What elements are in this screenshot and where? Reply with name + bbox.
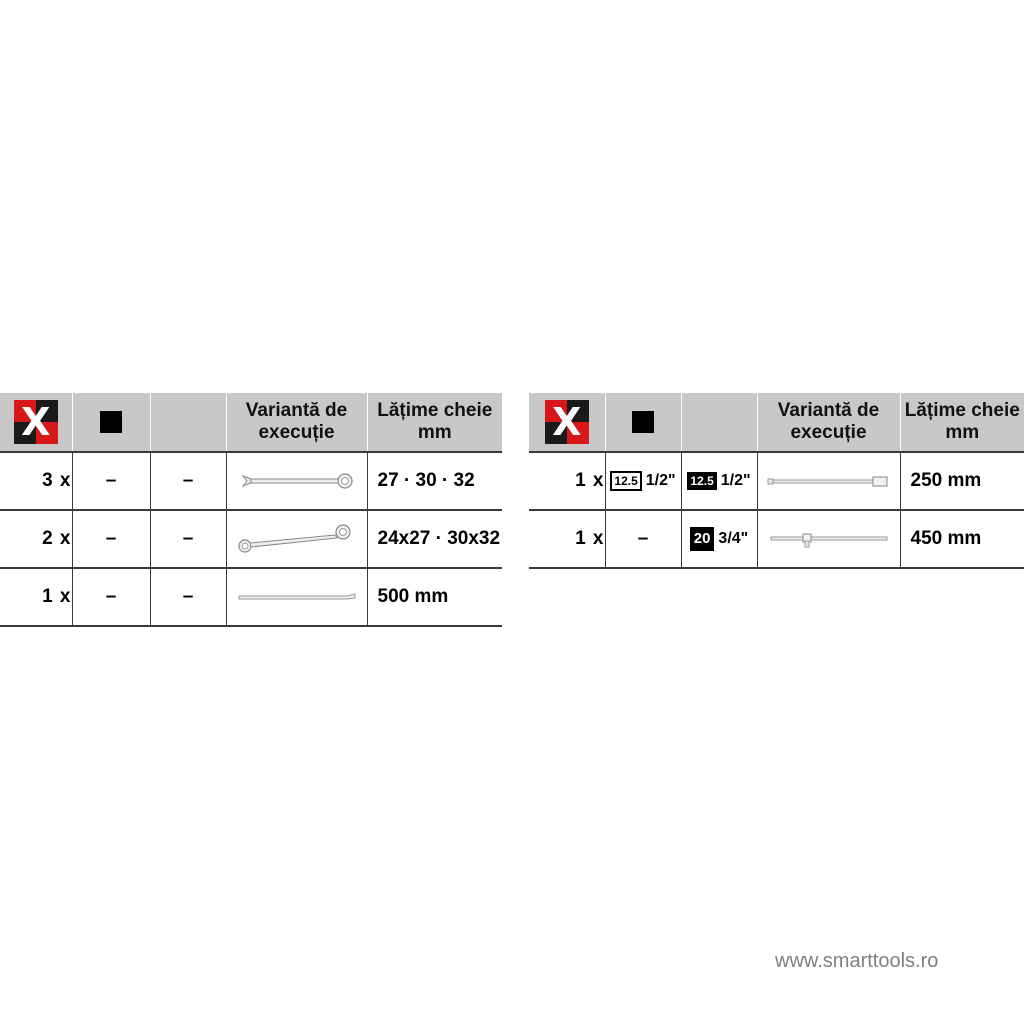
website-watermark: www.smarttools.ro <box>775 950 939 972</box>
table-header-row <box>529 393 1024 452</box>
drive-size-cell <box>681 452 757 510</box>
table-row <box>0 568 502 626</box>
brand-x-icon: X <box>545 400 589 444</box>
table-row <box>529 510 1024 568</box>
square-drive-icon <box>632 411 654 433</box>
drive-size-badge: 12.5 <box>610 471 641 491</box>
brand-x-header <box>529 393 605 452</box>
extension-bar-icon <box>767 473 891 489</box>
width-value-cell: 450 mm <box>900 510 1024 568</box>
drive-fraction: 3/4" <box>718 530 749 547</box>
tool-image-cell <box>757 452 900 510</box>
width-value-cell: 27 · 30 · 32 <box>367 452 502 510</box>
spec-table-right <box>529 393 1024 569</box>
table-row <box>529 452 1024 510</box>
table-row <box>0 510 502 568</box>
brand-x-icon: X <box>14 400 58 444</box>
variant-header: Variantă de execuție <box>226 393 367 452</box>
quantity-cell: 1 x <box>0 568 72 626</box>
dash-cell: – <box>72 452 150 510</box>
dash-cell: – <box>72 510 150 568</box>
drive-size-cell <box>681 510 757 568</box>
dash-cell: – <box>605 510 681 568</box>
quantity-cell: 2 x <box>0 510 72 568</box>
quantity-cell: 1 x <box>529 452 605 510</box>
quantity-cell: 3 x <box>0 452 72 510</box>
drive-size-badge: 12.5 <box>687 472 716 490</box>
drive-fraction: 1/2" <box>645 471 676 489</box>
table-row <box>0 452 502 510</box>
width-header: Lățime cheie mm <box>367 393 502 452</box>
square-drive-header <box>72 393 150 452</box>
tool-image-cell <box>226 568 367 626</box>
tool-image-cell <box>757 510 900 568</box>
variant-header: Variantă de execuție <box>757 393 900 452</box>
dash-cell: – <box>150 452 226 510</box>
brand-x-header <box>0 393 72 452</box>
tool-image-cell <box>226 510 367 568</box>
dash-cell: – <box>150 510 226 568</box>
width-header: Lățime cheie mm <box>900 393 1024 452</box>
sliding-t-bar-icon <box>767 529 891 549</box>
width-value-cell: 250 mm <box>900 452 1024 510</box>
width-value-cell: 500 mm <box>367 568 502 626</box>
empty-header <box>150 393 226 452</box>
double-offset-ring-wrench-icon <box>235 522 359 556</box>
drive-size-badge: 20 <box>690 527 715 551</box>
square-drive-header <box>605 393 681 452</box>
width-value-cell: 24x27 · 30x32 <box>367 510 502 568</box>
tyre-lever-icon <box>235 589 359 605</box>
square-drive-icon <box>100 411 122 433</box>
dash-cell: – <box>150 568 226 626</box>
table-header-row <box>0 393 502 452</box>
spec-table-left <box>0 393 502 627</box>
combination-wrench-icon <box>237 469 357 493</box>
quantity-cell: 1 x <box>529 510 605 568</box>
dash-cell: – <box>72 568 150 626</box>
tool-image-cell <box>226 452 367 510</box>
drive-size-cell <box>605 452 681 510</box>
drive-fraction: 1/2" <box>720 471 751 489</box>
empty-header <box>681 393 757 452</box>
